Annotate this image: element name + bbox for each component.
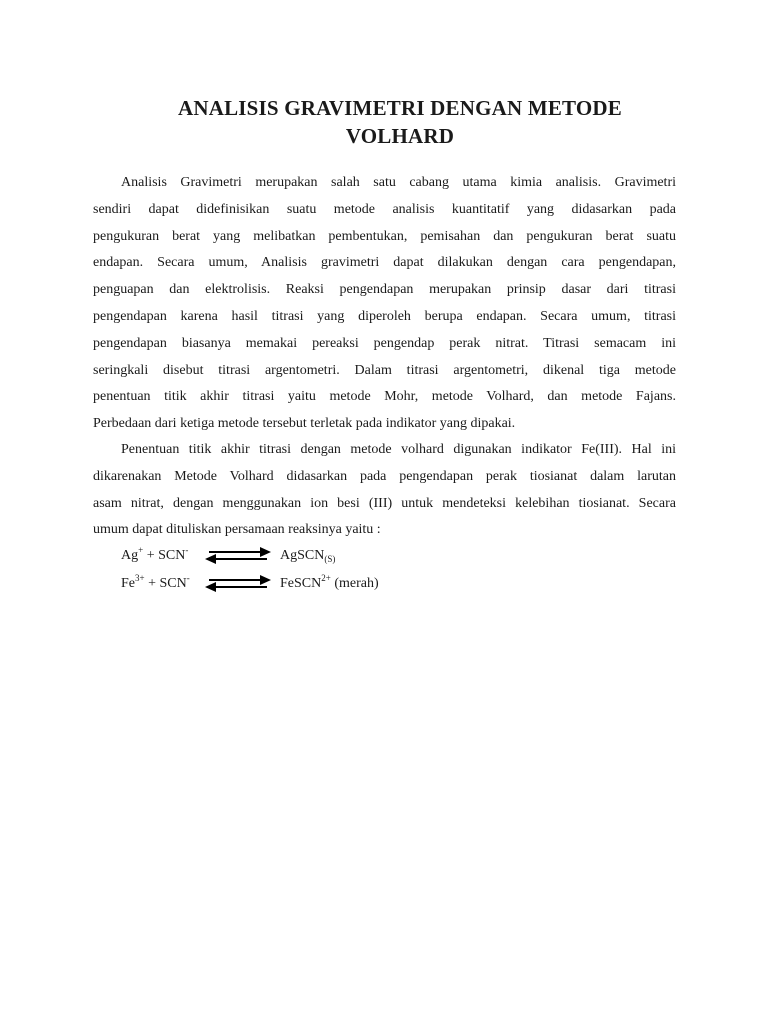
equation-iron-thiocyanate [121, 573, 379, 594]
paragraph-line: pengendapan biasanya memakai pereaksi pengendap perak nitrat. Titrasi semacam ini [93, 335, 676, 351]
paragraph-line: penguapan dan elektrolisis. Reaksi pengendapan merupakan prinsip dasar dari titrasi [93, 282, 676, 298]
document-title [100, 94, 700, 150]
paragraph-line: umum dapat dituliskan persamaan reaksinya yaitu : [93, 522, 381, 538]
paragraph-line: Penentuan titik akhir titrasi dengan metode volhard digunakan indikator Fe(III). Hal ini [121, 442, 676, 457]
paragraph-line: pengendapan karena hasil titrasi yang diperoleh berupa endapan. Secara umum, titrasi [93, 308, 676, 324]
title-line-2: VOLHARD [345, 124, 455, 148]
paragraph-line: sendiri dapat didefinisikan suatu metode analisis kuantitatif yang didasarkan pada [93, 201, 676, 217]
paragraph-line: dikarenakan Metode Volhard didasarkan pada pengendapan perak tiosianat dalam larutan [93, 468, 676, 484]
paragraph-line: endapan. Secara umum, Analisis gravimetri dapat dilakukan dengan cara pengendapan, [93, 255, 676, 271]
title-line-1: ANALISIS GRAVIMETRI DENGAN METODE [178, 96, 622, 120]
equation-reactants: Ag+ + SCN- [121, 545, 189, 563]
equation-product: AgSCN$_{(S)}$ [280, 548, 336, 564]
equilibrium-arrow-icon [205, 574, 271, 592]
equation-reactants: $Fe^{3+} + SCN^-$ [121, 573, 190, 591]
equilibrium-arrow-icon [205, 546, 271, 564]
paragraph-line: penentuan titik akhir titrasi yaitu metode Mohr, metode Volhard, dan metode Fajans. [93, 389, 676, 405]
paragraph-line: seringkali disebut titrasi argentometri. Dalam titrasi argentometri, dikenal tiga metode [93, 362, 676, 378]
equation-silver-thiocyanate [121, 545, 336, 566]
paragraph-intro [93, 170, 676, 438]
paragraph-line: Analisis Gravimetri merupakan salah satu cabang utama kimia analisis. Gravimetri [121, 175, 676, 190]
paragraph-line: asam nitrat, dengan menggunakan ion besi (III) untuk mendeteksi kelebihan tiosianat. Secara [93, 495, 676, 511]
paragraph-line: pengukuran berat yang melibatkan pembentukan, pemisahan dan pengukuran berat suatu [93, 228, 676, 244]
equation-product: FeSCN$^{2+}$ (merah) [280, 573, 379, 591]
paragraph-volhard [93, 437, 676, 544]
paragraph-line: Perbedaan dari ketiga metode tersebut terletak pada indikator yang dipakai. [93, 416, 516, 432]
